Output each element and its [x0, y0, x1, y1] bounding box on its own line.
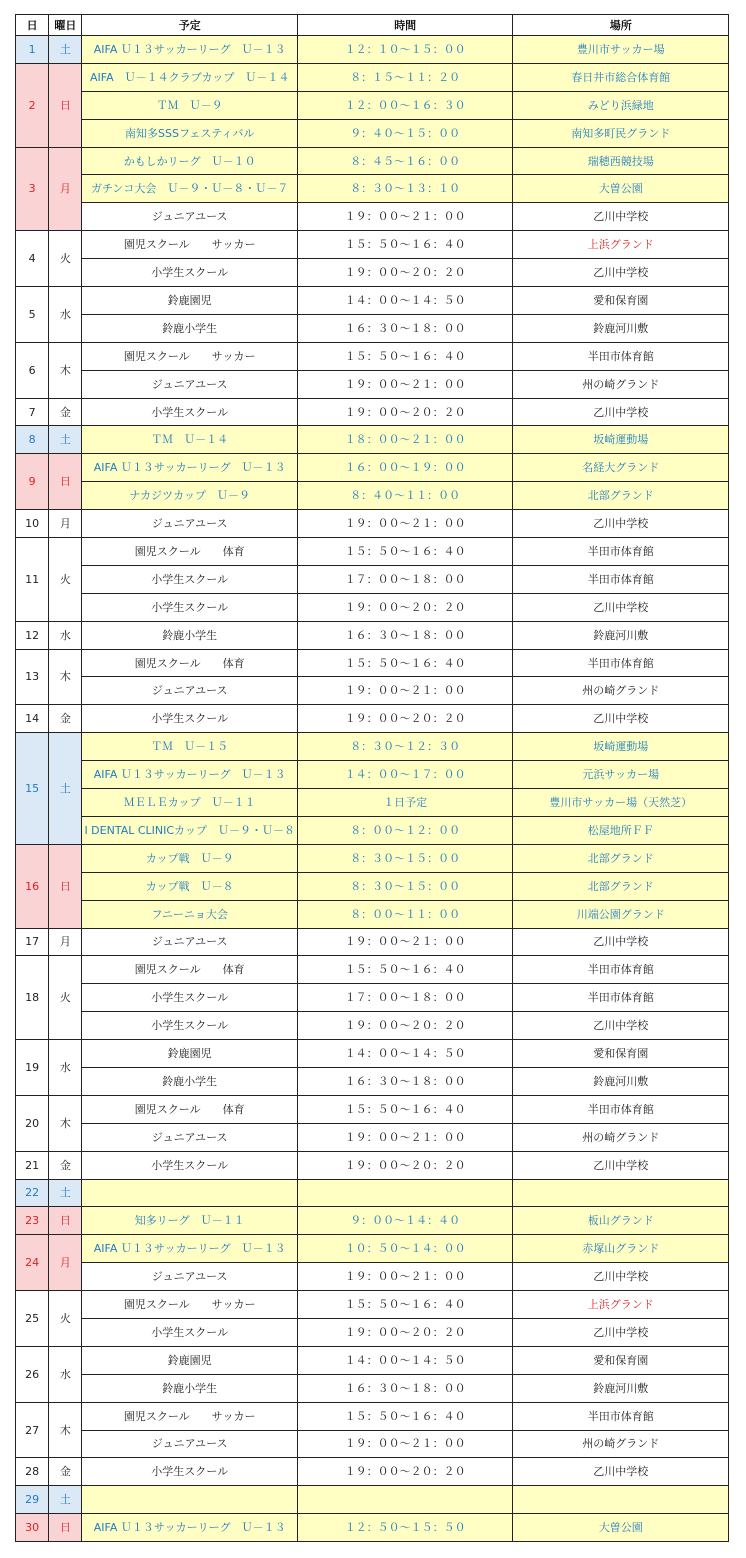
event-cell: ジュニアユース — [82, 203, 298, 231]
event-cell: 園児スクール サッカー — [82, 231, 298, 259]
event-cell: AIFA Ｕ１３サッカーリーグ Ｕ－１３ — [82, 1514, 298, 1542]
place-cell: 豊川市サッカー場（天然芝） — [513, 789, 729, 817]
table-row — [16, 1235, 729, 1263]
day-cell: 9 — [16, 454, 49, 510]
place-cell: 半田市体育館 — [513, 649, 729, 677]
table-row — [16, 203, 729, 231]
time-cell: １９：００～２１：００ — [297, 677, 513, 705]
table-row — [16, 1207, 729, 1235]
day-cell: 13 — [16, 649, 49, 705]
table-row — [16, 1040, 729, 1068]
event-cell: 園児スクール 体育 — [82, 1095, 298, 1123]
time-cell: １９：００～２０：２０ — [297, 593, 513, 621]
event-cell: 小学生スクール — [82, 1012, 298, 1040]
weekday-cell: 日 — [49, 844, 82, 928]
place-cell: 瑞穂西競技場 — [513, 147, 729, 175]
table-row — [16, 259, 729, 287]
place-cell: 州の崎グランド — [513, 1123, 729, 1151]
weekday-cell: 土 — [49, 1486, 82, 1514]
place-cell: 半田市体育館 — [513, 1095, 729, 1123]
time-cell: １９：００～２１：００ — [297, 1430, 513, 1458]
place-cell: 豊川市サッカー場 — [513, 36, 729, 64]
time-cell: １９：００～２１：００ — [297, 203, 513, 231]
weekday-cell: 日 — [49, 63, 82, 147]
header-event: 予定 — [82, 15, 298, 36]
event-cell: 小学生スクール — [82, 1318, 298, 1346]
weekday-cell: 水 — [49, 621, 82, 649]
time-cell: １９：００～２１：００ — [297, 928, 513, 956]
place-cell: 坂崎運動場 — [513, 733, 729, 761]
event-cell: ジュニアユース — [82, 677, 298, 705]
place-cell — [513, 1486, 729, 1514]
place-cell: 春日井市総合体育館 — [513, 63, 729, 91]
day-cell: 5 — [16, 287, 49, 343]
time-cell: ９：４０～１５：００ — [297, 119, 513, 147]
time-cell — [297, 1486, 513, 1514]
table-row — [16, 1179, 729, 1207]
time-cell: １９：００～２１：００ — [297, 510, 513, 538]
weekday-cell: 金 — [49, 1151, 82, 1179]
table-row — [16, 900, 729, 928]
weekday-cell: 火 — [49, 1291, 82, 1347]
event-cell: 鈴鹿園児 — [82, 1346, 298, 1374]
place-cell: 乙川中学校 — [513, 1263, 729, 1291]
weekday-cell: 木 — [49, 1402, 82, 1458]
table-row — [16, 1123, 729, 1151]
place-cell: 乙川中学校 — [513, 1318, 729, 1346]
table-row — [16, 1374, 729, 1402]
table-row — [16, 1151, 729, 1179]
weekday-cell: 木 — [49, 342, 82, 398]
day-cell: 17 — [16, 928, 49, 956]
day-cell: 6 — [16, 342, 49, 398]
weekday-cell: 土 — [49, 36, 82, 64]
table-row — [16, 1318, 729, 1346]
table-row — [16, 426, 729, 454]
table-row — [16, 36, 729, 64]
table-row — [16, 1012, 729, 1040]
day-cell: 3 — [16, 147, 49, 231]
place-cell: 鈴鹿河川敷 — [513, 621, 729, 649]
weekday-cell: 水 — [49, 287, 82, 343]
table-row — [16, 175, 729, 203]
time-cell: ８：３０～１３：１０ — [297, 175, 513, 203]
time-cell: １６：３０～１８：００ — [297, 621, 513, 649]
day-cell: 25 — [16, 1291, 49, 1347]
time-cell: １９：００～２０：２０ — [297, 705, 513, 733]
time-cell: １４：００～１４：５０ — [297, 1040, 513, 1068]
time-cell: １９：００～２１：００ — [297, 1263, 513, 1291]
event-cell: ＴＭ Ｕ－１４ — [82, 426, 298, 454]
place-cell: 北部グランド — [513, 844, 729, 872]
weekday-cell: 土 — [49, 426, 82, 454]
day-cell: 22 — [16, 1179, 49, 1207]
table-row — [16, 565, 729, 593]
event-cell: 鈴鹿小学生 — [82, 1067, 298, 1095]
event-cell: ジュニアユース — [82, 1263, 298, 1291]
place-cell: 乙川中学校 — [513, 593, 729, 621]
day-cell: 11 — [16, 538, 49, 622]
place-cell: 愛和保育園 — [513, 1346, 729, 1374]
time-cell: ８：１５～１１：２０ — [297, 63, 513, 91]
time-cell: １９：００～２０：２０ — [297, 1012, 513, 1040]
event-cell: AIFA Ｕ－１４クラブカップ Ｕ－１４ — [82, 63, 298, 91]
time-cell — [297, 1179, 513, 1207]
place-cell: 川端公園グランド — [513, 900, 729, 928]
table-row — [16, 63, 729, 91]
header-time: 時間 — [297, 15, 513, 36]
time-cell: １日予定 — [297, 789, 513, 817]
weekday-cell: 土 — [49, 733, 82, 845]
place-cell: 州の崎グランド — [513, 1430, 729, 1458]
table-row — [16, 844, 729, 872]
day-cell: 7 — [16, 398, 49, 426]
day-cell: 30 — [16, 1514, 49, 1542]
event-cell: 南知多SSSフェスティバル — [82, 119, 298, 147]
table-row — [16, 677, 729, 705]
place-cell: 州の崎グランド — [513, 677, 729, 705]
time-cell: １５：５０～１６：４０ — [297, 231, 513, 259]
place-cell: 松屋地所ＦＦ — [513, 816, 729, 844]
day-cell: 14 — [16, 705, 49, 733]
table-row — [16, 1458, 729, 1486]
day-cell: 15 — [16, 733, 49, 845]
event-cell — [82, 1486, 298, 1514]
time-cell: １５：５０～１６：４０ — [297, 956, 513, 984]
place-cell: 乙川中学校 — [513, 1458, 729, 1486]
day-cell: 28 — [16, 1458, 49, 1486]
event-cell: かもしかリーグ Ｕ－１０ — [82, 147, 298, 175]
time-cell: ８：３０～１２：３０ — [297, 733, 513, 761]
table-row — [16, 1095, 729, 1123]
day-cell: 18 — [16, 956, 49, 1040]
time-cell: ８：４５～１６：００ — [297, 147, 513, 175]
time-cell: ８：３０～１５：００ — [297, 844, 513, 872]
event-cell: カップ戦 Ｕ－９ — [82, 844, 298, 872]
table-row — [16, 956, 729, 984]
place-cell: 北部グランド — [513, 482, 729, 510]
time-cell: １８：００～２１：００ — [297, 426, 513, 454]
place-cell: 半田市体育館 — [513, 984, 729, 1012]
time-cell: １４：００～１４：５０ — [297, 1346, 513, 1374]
table-row — [16, 454, 729, 482]
table-row — [16, 342, 729, 370]
time-cell: １９：００～２０：２０ — [297, 1458, 513, 1486]
time-cell: １５：５０～１６：４０ — [297, 1095, 513, 1123]
weekday-cell: 日 — [49, 1207, 82, 1235]
table-row — [16, 816, 729, 844]
place-cell: みどり浜緑地 — [513, 91, 729, 119]
place-cell: 坂崎運動場 — [513, 426, 729, 454]
table-row — [16, 314, 729, 342]
event-cell: 小学生スクール — [82, 1458, 298, 1486]
table-row — [16, 1514, 729, 1542]
time-cell: １５：５０～１６：４０ — [297, 538, 513, 566]
event-cell: 鈴鹿園児 — [82, 287, 298, 315]
table-row — [16, 928, 729, 956]
event-cell: ジュニアユース — [82, 928, 298, 956]
event-cell: AIFA Ｕ１３サッカーリーグ Ｕ－１３ — [82, 761, 298, 789]
table-row — [16, 231, 729, 259]
weekday-cell: 日 — [49, 454, 82, 510]
table-row — [16, 621, 729, 649]
event-cell: ＴＭ Ｕ－９ — [82, 91, 298, 119]
time-cell: ８：４０～１１：００ — [297, 482, 513, 510]
weekday-cell: 日 — [49, 1514, 82, 1542]
event-cell: 鈴鹿園児 — [82, 1040, 298, 1068]
event-cell: 小学生スクール — [82, 259, 298, 287]
place-cell: 愛和保育園 — [513, 287, 729, 315]
event-cell: 園児スクール 体育 — [82, 956, 298, 984]
event-cell: フニーニョ大会 — [82, 900, 298, 928]
weekday-cell: 火 — [49, 231, 82, 287]
weekday-cell: 月 — [49, 1235, 82, 1291]
weekday-cell: 水 — [49, 1040, 82, 1096]
weekday-cell: 木 — [49, 649, 82, 705]
place-cell: 州の崎グランド — [513, 370, 729, 398]
day-cell: 8 — [16, 426, 49, 454]
time-cell: １６：３０～１８：００ — [297, 1067, 513, 1095]
event-cell: 園児スクール サッカー — [82, 1291, 298, 1319]
event-cell: I DENTAL CLINICカップ Ｕ－９・Ｕ－８ — [82, 816, 298, 844]
event-cell: 園児スクール サッカー — [82, 342, 298, 370]
place-cell: 板山グランド — [513, 1207, 729, 1235]
place-cell: 半田市体育館 — [513, 538, 729, 566]
place-cell: 鈴鹿河川敷 — [513, 314, 729, 342]
time-cell: １６：００～１９：００ — [297, 454, 513, 482]
event-cell: ガチンコ大会 Ｕ－９・Ｕ－８・Ｕ－７ — [82, 175, 298, 203]
day-cell: 26 — [16, 1346, 49, 1402]
table-row — [16, 370, 729, 398]
event-cell: 小学生スクール — [82, 1151, 298, 1179]
time-cell: ８：００～１２：００ — [297, 816, 513, 844]
time-cell: １５：５０～１６：４０ — [297, 342, 513, 370]
weekday-cell: 火 — [49, 956, 82, 1040]
day-cell: 2 — [16, 63, 49, 147]
event-cell: 小学生スクール — [82, 398, 298, 426]
place-cell: 赤塚山グランド — [513, 1235, 729, 1263]
event-cell: ジュニアユース — [82, 1123, 298, 1151]
event-cell: 鈴鹿小学生 — [82, 621, 298, 649]
event-cell: ジュニアユース — [82, 1430, 298, 1458]
time-cell: １２：００～１６：３０ — [297, 91, 513, 119]
time-cell: ８：３０～１５：００ — [297, 872, 513, 900]
place-cell: 上浜グランド — [513, 1291, 729, 1319]
place-cell: 半田市体育館 — [513, 565, 729, 593]
table-row — [16, 1430, 729, 1458]
table-row — [16, 733, 729, 761]
header-day: 日 — [16, 15, 49, 36]
weekday-cell: 月 — [49, 928, 82, 956]
event-cell: カップ戦 Ｕ－８ — [82, 872, 298, 900]
event-cell: ジュニアユース — [82, 370, 298, 398]
table-row — [16, 984, 729, 1012]
time-cell: １９：００～２０：２０ — [297, 259, 513, 287]
event-cell: 小学生スクール — [82, 593, 298, 621]
table-row — [16, 872, 729, 900]
time-cell: １２：５０～１５：５０ — [297, 1514, 513, 1542]
place-cell: 半田市体育館 — [513, 342, 729, 370]
table-row — [16, 649, 729, 677]
event-cell: 園児スクール サッカー — [82, 1402, 298, 1430]
event-cell: 園児スクール 体育 — [82, 649, 298, 677]
place-cell: 北部グランド — [513, 872, 729, 900]
table-row — [16, 510, 729, 538]
schedule-body — [16, 36, 729, 1542]
place-cell: 乙川中学校 — [513, 928, 729, 956]
event-cell: 知多リーグ Ｕ－１１ — [82, 1207, 298, 1235]
table-row — [16, 1291, 729, 1319]
time-cell: １９：００～２０：２０ — [297, 398, 513, 426]
day-cell: 23 — [16, 1207, 49, 1235]
place-cell — [513, 1179, 729, 1207]
table-row — [16, 1067, 729, 1095]
table-row — [16, 287, 729, 315]
weekday-cell: 木 — [49, 1095, 82, 1151]
event-cell: AIFA Ｕ１３サッカーリーグ Ｕ－１３ — [82, 454, 298, 482]
table-row — [16, 538, 729, 566]
day-cell: 4 — [16, 231, 49, 287]
table-row — [16, 482, 729, 510]
place-cell: 愛和保育園 — [513, 1040, 729, 1068]
time-cell: １９：００～２０：２０ — [297, 1318, 513, 1346]
weekday-cell: 金 — [49, 705, 82, 733]
time-cell: １６：３０～１８：００ — [297, 314, 513, 342]
place-cell: 乙川中学校 — [513, 259, 729, 287]
table-row — [16, 1402, 729, 1430]
weekday-cell: 土 — [49, 1179, 82, 1207]
time-cell: １４：００～１４：５０ — [297, 287, 513, 315]
event-cell: ＭＥＬＥカップ Ｕ－１１ — [82, 789, 298, 817]
event-cell: ナカジツカップ Ｕ－９ — [82, 482, 298, 510]
table-row — [16, 789, 729, 817]
header-weekday: 曜日 — [49, 15, 82, 36]
place-cell: 元浜サッカー場 — [513, 761, 729, 789]
time-cell: １５：５０～１６：４０ — [297, 649, 513, 677]
place-cell: 鈴鹿河川敷 — [513, 1067, 729, 1095]
table-row — [16, 119, 729, 147]
time-cell: １９：００～２１：００ — [297, 1123, 513, 1151]
event-cell: AIFA Ｕ１３サッカーリーグ Ｕ－１３ — [82, 1235, 298, 1263]
time-cell: １７：００～１８：００ — [297, 565, 513, 593]
place-cell: 半田市体育館 — [513, 956, 729, 984]
weekday-cell: 月 — [49, 147, 82, 231]
day-cell: 1 — [16, 36, 49, 64]
header-place: 場所 — [513, 15, 729, 36]
event-cell: 鈴鹿小学生 — [82, 1374, 298, 1402]
event-cell: 小学生スクール — [82, 565, 298, 593]
header-row — [16, 15, 729, 36]
time-cell: １９：００～２１：００ — [297, 370, 513, 398]
place-cell: 大曽公園 — [513, 1514, 729, 1542]
schedule-table — [15, 14, 729, 1542]
weekday-cell: 金 — [49, 398, 82, 426]
event-cell: 小学生スクール — [82, 984, 298, 1012]
time-cell: １２：１０～１５：００ — [297, 36, 513, 64]
place-cell: 名経大グランド — [513, 454, 729, 482]
time-cell: １５：５０～１６：４０ — [297, 1291, 513, 1319]
place-cell: 南知多町民グランド — [513, 119, 729, 147]
place-cell: 半田市体育館 — [513, 1402, 729, 1430]
event-cell: ジュニアユース — [82, 510, 298, 538]
event-cell: 園児スクール 体育 — [82, 538, 298, 566]
time-cell: ９：００～１４：４０ — [297, 1207, 513, 1235]
table-row — [16, 1486, 729, 1514]
time-cell: １５：５０～１６：４０ — [297, 1402, 513, 1430]
table-row — [16, 91, 729, 119]
day-cell: 21 — [16, 1151, 49, 1179]
event-cell: 小学生スクール — [82, 705, 298, 733]
table-row — [16, 761, 729, 789]
event-cell: 鈴鹿小学生 — [82, 314, 298, 342]
day-cell: 10 — [16, 510, 49, 538]
event-cell: AIFA Ｕ１３サッカーリーグ Ｕ－１３ — [82, 36, 298, 64]
day-cell: 16 — [16, 844, 49, 928]
day-cell: 29 — [16, 1486, 49, 1514]
place-cell: 乙川中学校 — [513, 510, 729, 538]
weekday-cell: 金 — [49, 1458, 82, 1486]
place-cell: 乙川中学校 — [513, 705, 729, 733]
event-cell — [82, 1179, 298, 1207]
weekday-cell: 月 — [49, 510, 82, 538]
table-row — [16, 593, 729, 621]
time-cell: １９：００～２０：２０ — [297, 1151, 513, 1179]
day-cell: 20 — [16, 1095, 49, 1151]
time-cell: １４：００～１７：００ — [297, 761, 513, 789]
day-cell: 19 — [16, 1040, 49, 1096]
time-cell: １６：３０～１８：００ — [297, 1374, 513, 1402]
place-cell: 乙川中学校 — [513, 398, 729, 426]
place-cell: 鈴鹿河川敷 — [513, 1374, 729, 1402]
table-row — [16, 398, 729, 426]
time-cell: ８：００～１１：００ — [297, 900, 513, 928]
weekday-cell: 火 — [49, 538, 82, 622]
event-cell: ＴＭ Ｕ－１５ — [82, 733, 298, 761]
table-row — [16, 147, 729, 175]
table-row — [16, 1346, 729, 1374]
place-cell: 乙川中学校 — [513, 203, 729, 231]
time-cell: １０：５０～１４：００ — [297, 1235, 513, 1263]
day-cell: 27 — [16, 1402, 49, 1458]
place-cell: 乙川中学校 — [513, 1012, 729, 1040]
weekday-cell: 水 — [49, 1346, 82, 1402]
place-cell: 上浜グランド — [513, 231, 729, 259]
day-cell: 24 — [16, 1235, 49, 1291]
table-row — [16, 1263, 729, 1291]
place-cell: 大曽公園 — [513, 175, 729, 203]
day-cell: 12 — [16, 621, 49, 649]
time-cell: １７：００～１８：００ — [297, 984, 513, 1012]
place-cell: 乙川中学校 — [513, 1151, 729, 1179]
table-row — [16, 705, 729, 733]
